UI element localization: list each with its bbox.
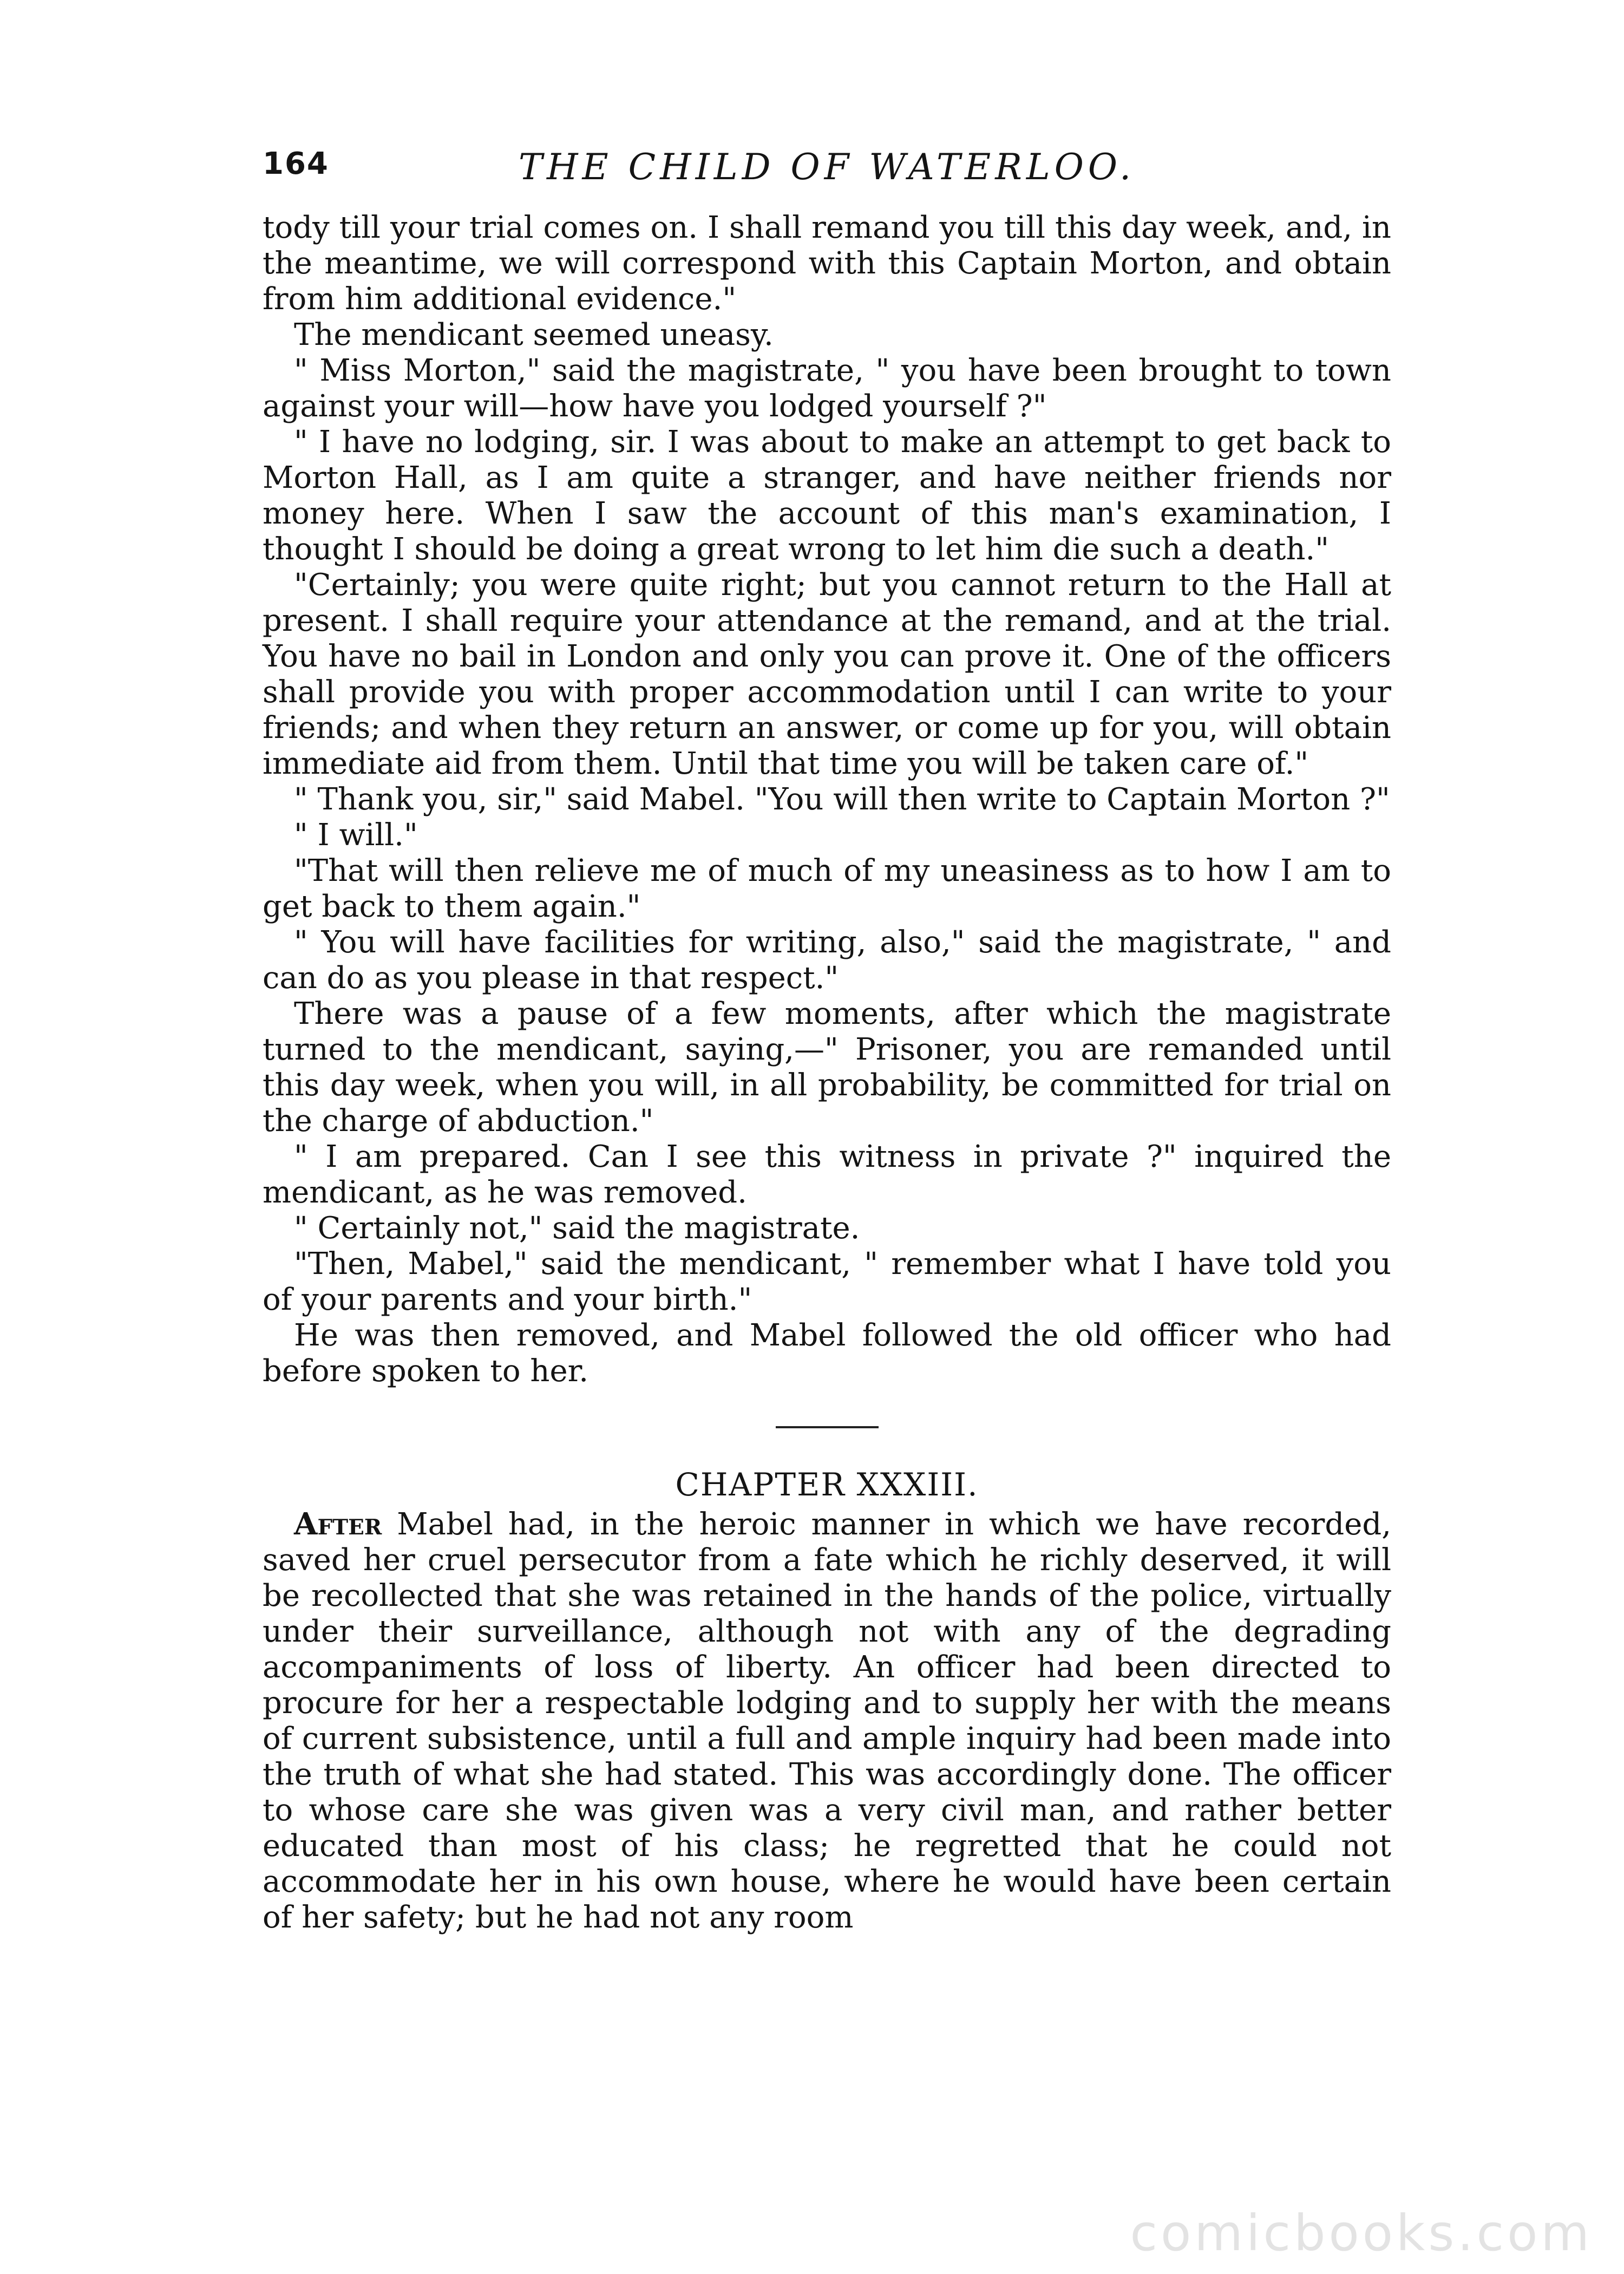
paragraph: " Miss Morton," said the magistrate, " you have been brought to town against your will—how have you lodged yourself ?" <box>263 353 1391 424</box>
watermark: comicbooks.com <box>1130 2204 1593 2262</box>
paragraph: tody till your trial comes on. I shall remand you till this day week, and, in the meantime, we will correspond with this Captain Morton, and obtain from him additional evidence." <box>263 210 1391 317</box>
paragraph: " Certainly not," said the magistrate. <box>294 1211 860 1246</box>
body-text <box>263 210 1391 1936</box>
chapter-heading: CHAPTER XXXIII. <box>675 1466 979 1503</box>
paragraph: " I have no lodging, sir. I was about to make an attempt to get back to Morton Hall, as I am quite a stranger, and have neither friends nor money here. When I saw the account of this man's examination, I thought I should be doing a great wrong to let him die such a death." <box>263 424 1391 567</box>
paragraph: " I will." <box>294 818 418 853</box>
paragraph: "That will then relieve me of much of my uneasiness as to how I am to get back to them again." <box>263 853 1391 924</box>
paragraph: He was then removed, and Mabel followed the old officer who had before spoken to her. <box>263 1318 1391 1389</box>
chapter-opening-word: After <box>294 1506 382 1542</box>
paragraph: " I am prepared. Can I see this witness in private ?" inquired the mendicant, as he was removed. <box>263 1139 1391 1210</box>
running-title: THE CHILD OF WATERLOO. <box>518 146 1136 188</box>
paragraph: " You will have facilities for writing, also," said the magistrate, " and can do as you please in that respect." <box>263 925 1391 996</box>
paragraph: The mendicant seemed uneasy. <box>294 317 774 352</box>
page-number: 164 <box>263 146 329 181</box>
paragraph: There was a pause of a few moments, after which the magistrate turned to the mendicant, saying,—" Prisoner, you are remanded until this day week, when you will, in all probability, be committed for trial on the charge of abduction." <box>263 996 1391 1139</box>
chapter-opening-paragraph <box>263 1506 1391 1936</box>
paragraph: "Certainly; you were quite right; but you cannot return to the Hall at present. I shall require your attendance at the remand, and at the trial. You have no bail in London and only you can prove it. One of the officers shall provide you with proper accommodation until I can write to your friends; and when they return an answer, or come up for you, will obtain immediate aid from them. Until that time you will be taken care of." <box>263 567 1391 781</box>
chapter-opening-text: Mabel had, in the heroic manner in which we have recorded, saved her cruel persecutor from a fate which he richly deserved, it will be recollected that she was retained in the hands of the police, virtually under their surveillance, although not with any of the degrading accompaniments of loss of liberty. An officer had been directed to procure for her a respectable lodging and to supply her with the means of current subsistence, until a full and ample inquiry had been made into the truth of what she had stated. This was accordingly done. The officer to whose care she was given was a very civil man, and rather better educated than most of his class; he regretted that he could not accommodate her in his own house, where he would have been certain of her safety; but he had not any room <box>263 1507 1391 1935</box>
running-head <box>263 146 1391 195</box>
paragraph: " Thank you, sir," said Mabel. "You will then write to Captain Morton ?" <box>294 782 1390 817</box>
book-page <box>263 146 1391 1936</box>
paragraph: "Then, Mabel," said the mendicant, " remember what I have told you of your parents and your birth." <box>263 1246 1391 1317</box>
section-divider-rule <box>776 1426 879 1428</box>
